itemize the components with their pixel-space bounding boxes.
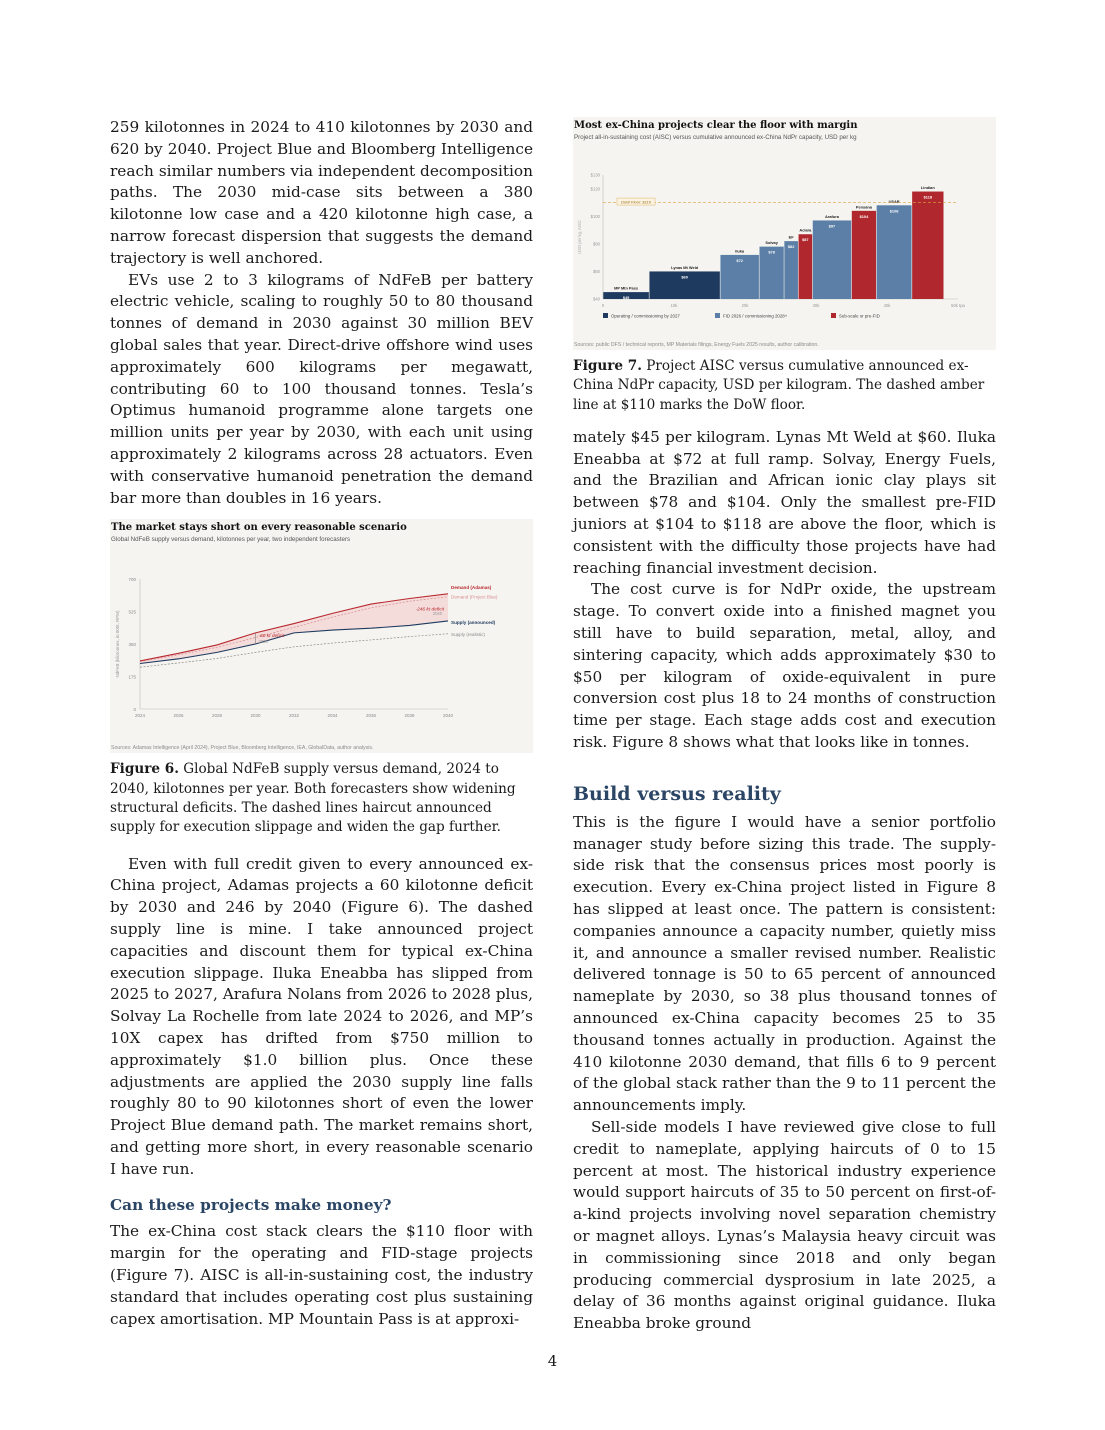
floor-label: DoW Floor: $110 xyxy=(621,199,651,205)
y-axis-label: USD per kg, AISC xyxy=(577,220,582,254)
bar-value-label: $72 xyxy=(736,257,743,263)
legend-swatch xyxy=(715,313,720,318)
figure-7-source: Sources: public DFS / technical reports, MP Materials filings, Energy Fuels 2025 results, author calibration. xyxy=(574,342,819,348)
series-end-label: Supply (announced) xyxy=(451,620,496,626)
left-paragraph-1: 259 kilotonnes in 2024 to 410 kilotonnes by 2030 and 620 by 2040. Project Blue and Bloomberg Intelligence reach similar numbers via independent decomposition paths. The 2030 mid-case sits between a 380 kilotonne low case and a 420 kilotonne high case, a narrow forecast dispersion that suggests the demand trajectory is well anchored. xyxy=(110,118,533,267)
figure-7-subtitle: Project all-in-sustaining cost (AISC) versus cumulative announced ex-China NdPr capacity, USD per kg xyxy=(574,134,857,141)
figure-6-svg xyxy=(110,519,533,753)
bar-name-label: Lynas Mt Weld xyxy=(671,264,699,270)
figure-7-svg xyxy=(573,117,996,350)
page-number: 4 xyxy=(547,1352,558,1370)
figure-6-subtitle: Global NdFeB supply versus demand, kilotonnes per year, two independent forecasters xyxy=(111,536,351,544)
right-paragraph-2: The cost curve is for NdPr oxide, the upstream stage. To convert oxide into a finished magnet you still have to build separation, metal, alloy, and sintering capacity, which adds approximately $30 to $50 per kilogram of oxide-equivalent in pure conversion cost plus 18 to 24 months of construction time per stage. Each stage adds cost and execution risk. Figure 8 shows what that looks like in tonnes. xyxy=(573,580,996,752)
section-heading-money: Can these projects make money? xyxy=(110,1196,392,1215)
left-paragraph-3: Even with full credit given to every announced ex-China project, Adamas projects a 60 kilotonne deficit by 2030 and 246 by 2040 (Figure 6). The dashed supply line is mine. I take announced project capacities and discount them for typical ex-China execution slippage. Iluka Eneabba has slipped from 2025 to 2027, Arafura Nolans from 2026 to 2028 plus, Solvay La Rochelle from late 2024 to 2026, and MP’s 10X capex has drifted from $750 million to approximately $1.0 billion plus. Once these adjustments are applied the 2030 supply line falls roughly 80 to 90 kilotonnes short of even the lower Project Blue demand path. The market remains short, and getting more short, in every reasonable scenario I have run. xyxy=(110,854,533,1178)
y-tick-label: $40 xyxy=(593,296,600,302)
bar-value-label: $82 xyxy=(787,244,795,250)
bar-value-label: $104 xyxy=(859,213,869,219)
left-paragraph-4: The ex-China cost stack clears the $110 floor with margin for the operating and FID-stage projects (Figure 7). AISC is all-in-sustaining cost, the industry standard that includes operating cost plus sustaining capex amortisation. MP Mountain Pass is at approxi- xyxy=(110,1222,533,1328)
right-paragraph-4: Sell-side models I have reviewed give close to full credit to nameplate, applying haircuts of 0 to 15 percent at most. The historical industry experience would support haircuts of 35 to 50 percent on first-of-a-kind projects involving novel separation chemistry or magnet alloys. Lynas’s Malaysia heavy circuit was in commissioning since 2018 and only began producing commercial dysprosium in late 2025, a delay of 36 months against original guidance. Iluka Eneabba broke ground xyxy=(573,1118,996,1333)
right-paragraph-1: mately $45 per kilogram. Lynas Mt Weld at $60. Iluka Eneabba at $72 at full ramp. Solvay, Energy Fuels, and the Brazilian and African ionic clay plays sit between $78 and $104. Only the smallest pre-FID juniors at $104 to $118 are above the floor, which is consistent with the difficulty those projects have had reaching financial investment decision. xyxy=(573,427,996,577)
x-tick-label: 30k xyxy=(812,303,820,308)
bar-name-label: Iluka xyxy=(735,248,745,254)
bar-pensana xyxy=(852,211,876,299)
deficit-annotation-2040: -246 kt deficit xyxy=(415,607,445,613)
series-end-label: Supply (realistic) xyxy=(451,632,485,638)
figure-6-caption-label: Figure 6. xyxy=(110,761,179,778)
figure-6-source: Sources: Adamas Intelligence (April 2024), Project Blue, Bloomberg Intelligence, IEA, GlobalData, author analysis. xyxy=(111,745,374,752)
bar-name-label: EF xyxy=(788,234,794,240)
left-column xyxy=(110,117,533,1330)
figure-7-caption xyxy=(573,357,996,415)
y-tick-label: 350 xyxy=(128,642,136,648)
bar-name-label: Lindian xyxy=(920,185,935,191)
x-tick-label: 2026 xyxy=(173,713,184,719)
x-tick-label: 2030 xyxy=(250,713,261,719)
deficit-annotation-year: 2040 xyxy=(432,611,443,617)
figure-6-title: The market stays short on every reasonable scenario xyxy=(111,522,407,534)
x-tick-label: 20k xyxy=(741,303,749,308)
x-tick-label: 2036 xyxy=(365,713,377,719)
legend-label: FID 2026 / commissioning 2028+ xyxy=(723,313,788,319)
bar-value-label: $118 xyxy=(923,194,933,200)
legend-swatch xyxy=(603,313,608,318)
figure-7-caption-text: Project AISC versus cumulative announced ex-China NdPr capacity, USD per kilogram. The dashed amber line at $110 marks the DoW floor. xyxy=(573,358,985,413)
bar-name-label: Arafura xyxy=(825,213,839,219)
y-axis-label: NdFeB (kilotonnes, in 000t, RPM) xyxy=(115,610,120,678)
y-tick-label: $60 xyxy=(593,268,600,274)
series-end-label: Demand (Adamas) xyxy=(451,585,492,591)
legend-swatch xyxy=(831,313,836,318)
figure-6-caption-text: Global NdFeB supply versus demand, 2024 to 2040, kilotonnes per year. Both forecasters show widening structural deficits. The dashed lines haircut announced supply for execution slippage and widen the gap further. xyxy=(110,761,516,836)
y-tick-label: 175 xyxy=(128,674,136,680)
figure-6-chart xyxy=(110,519,533,753)
x-tick-label: 2032 xyxy=(288,713,300,719)
x-tick-label: 2028 xyxy=(211,713,223,719)
x-tick-label: 2040 xyxy=(442,713,454,719)
bar-value-label: $108 xyxy=(889,208,899,214)
x-tick-label: 50k tpa xyxy=(951,303,965,308)
section-heading-build: Build versus reality xyxy=(573,782,781,805)
x-tick-label: 0 xyxy=(601,303,605,308)
bar-usar xyxy=(877,205,912,299)
left-paragraph-2: EVs use 2 to 3 kilograms of NdFeB per battery electric vehicle, scaling to roughly 50 to 80 thousand tonnes of demand in 2030 against 30 million BEV global sales that year. Direct-drive offshore wind uses approximately 600 kilograms per megawatt, contributing 60 to 100 thousand tonnes. Tesla’s Optimus humanoid programme alone targets one million units per year by 2030, with each unit using approximately 2 kilograms across 28 actuators. Even with conservative humanoid penetration the demand bar more than doubles in 16 years. xyxy=(110,270,533,507)
y-tick-label: 0 xyxy=(133,707,136,713)
y-tick-label: $100 xyxy=(590,213,600,219)
bar-lindian xyxy=(912,192,943,299)
bar-name-label: Pensana xyxy=(855,204,872,210)
legend-label: Operating / commissioning by 2027 xyxy=(611,313,680,319)
y-tick-label: 700 xyxy=(128,577,136,583)
figure-7-chart xyxy=(573,117,996,350)
bar-name-label: Aclara xyxy=(799,227,812,233)
y-tick-label: $80 xyxy=(593,241,600,247)
bar-aclara xyxy=(799,234,813,299)
x-tick-label: 2034 xyxy=(327,713,338,719)
y-tick-label: $130 xyxy=(590,172,600,178)
x-tick-label: 2038 xyxy=(404,713,415,719)
x-tick-label: 10k xyxy=(670,303,678,308)
series-end-label: Demand (Project Blue) xyxy=(451,594,498,600)
figure-6-caption xyxy=(110,760,533,837)
bar-ef xyxy=(784,241,798,299)
series-line-3 xyxy=(140,634,448,667)
x-tick-label: 40k xyxy=(883,303,891,308)
bar-value-label: $60 xyxy=(681,274,688,280)
bar-value-label: $78 xyxy=(768,249,775,255)
figure-7-title: Most ex-China projects clear the floor with margin xyxy=(574,120,858,131)
bar-name-label: Solvay xyxy=(765,240,778,246)
bar-name-label: MP Mtn Pass xyxy=(614,285,639,291)
right-column xyxy=(573,117,996,1335)
bar-value-label: $45 xyxy=(622,295,630,301)
legend-label: Sub-scale or pre-FID xyxy=(839,313,880,319)
deficit-annotation-year: 2030 xyxy=(258,639,268,645)
figure-7-caption-label: Figure 7. xyxy=(573,358,642,374)
bar-name-label: USAR xyxy=(888,198,900,204)
y-tick-label: $120 xyxy=(590,186,600,192)
x-tick-label: 2024 xyxy=(134,713,146,719)
y-tick-label: 525 xyxy=(128,609,136,615)
bar-arafura xyxy=(813,220,851,299)
deficit-annotation-2030: -60 kt deficit xyxy=(258,634,285,640)
bar-value-label: $87 xyxy=(802,237,809,243)
bar-value-label: $97 xyxy=(828,223,836,229)
right-paragraph-3: This is the figure I would have a senior portfolio manager study before sizing this trade. The supply-side risk that the consensus prices most poorly is execution. Every ex-China project listed in Figure 8 has slipped at least once. The pattern is consistent: companies announce a capacity number, quietly miss it, and announce a smaller revised number. Realistic delivered tonnage is 50 to 65 percent of announced nameplate by 2030, so 38 plus thousand tonnes of announced ex-China capacity becomes 25 to 35 thousand tonnes actually in production. Against the 410 kilotonne 2030 demand, that fills 6 to 9 percent of the global stack rather than the 9 to 11 percent the announcements imply. xyxy=(573,812,996,1115)
